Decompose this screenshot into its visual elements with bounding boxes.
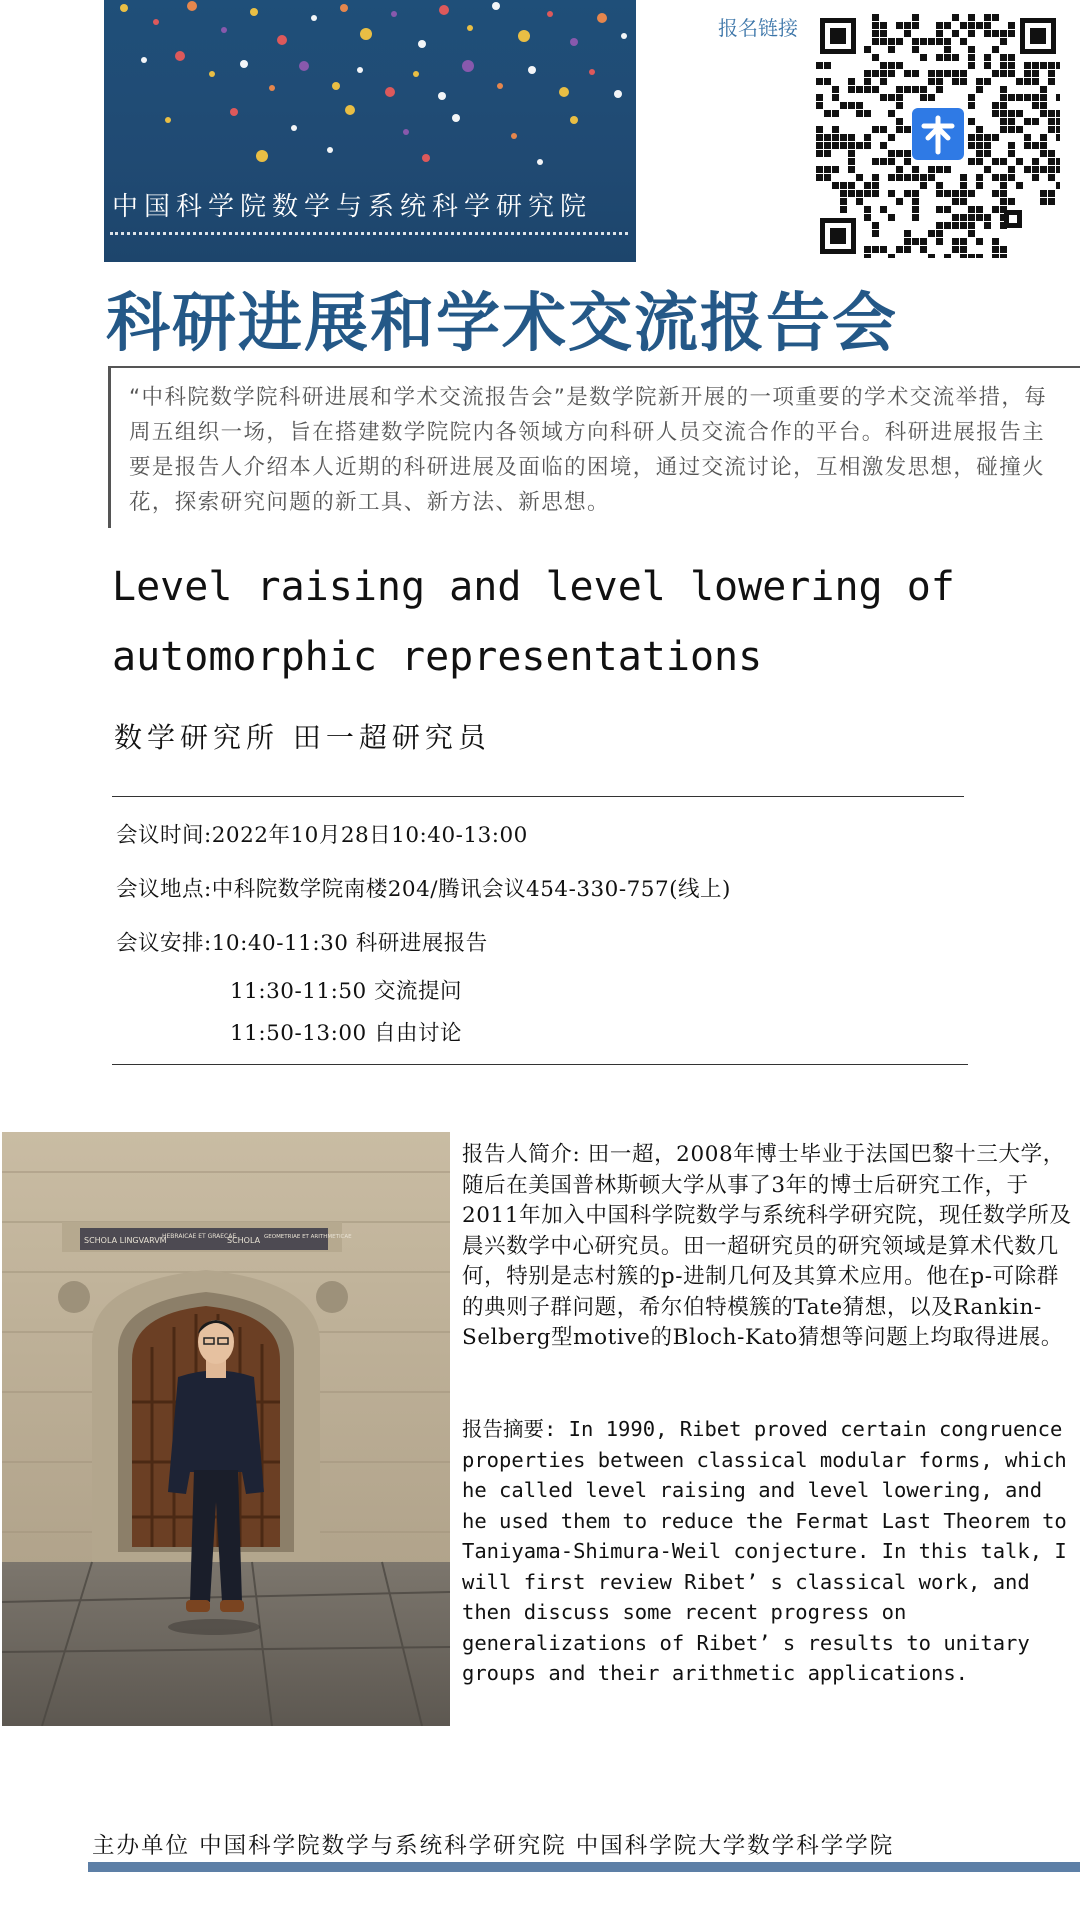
meeting-venue: 会议地点:中科院数学院南楼204/腾讯会议454-330-757(线上) <box>116 877 731 902</box>
divider-top <box>112 796 964 797</box>
talk-abstract: 报告摘要: In 1990, Ribet proved certain congruence properties between classical modular forms, which he called level raising and level lowering, and he used them to reduce the Fermat Last Theorem to Taniyama-Shimura-Weil conjecture. In this talk, I will first review Ribet’ s classical work, and then discuss some recent progress on generalizations of Ribet’ s results to unitary groups and their arithmetic applications. <box>462 1417 1067 1685</box>
register-link-label: 报名链接 <box>718 16 798 40</box>
meeting-agenda-2: 11:30-11:50 交流提问 <box>230 979 463 1004</box>
meeting-agenda-1: 会议安排:10:40-11:30 科研进展报告 <box>116 931 488 956</box>
talk-title: Level raising and level lowering of automorphic representations <box>112 564 955 680</box>
sign-text-3: SCHOLA <box>227 1236 261 1245</box>
banner-institute-name: 中国科学院数学与系统科学研究院 <box>112 192 593 222</box>
organizers: 主办单位 中国科学院数学与系统科学研究院 中国科学院大学数学科学学院 <box>92 1833 895 1859</box>
speaker-bio: 报告人简介: 田一超，2008年博士毕业于法国巴黎十三大学，随后在美国普林斯顿大学从事了3年的博士后研究工作，于2011年加入中国科学院数学与系统科学研究院，现任数学所及晨兴数学中心研究员。田一超研究员的研究领域是算术代数几何，特别是志村簇的p-进制几何及其算术应用。他在p-可除群的典则子群问题，希尔伯特模簇的Tate猜想，以及Rankin-Selberg型motive的Bloch-Kato猜想等问题上均取得进展。 <box>462 1142 1072 1350</box>
page-title: 科研进展和学术交流报告会 <box>106 287 898 361</box>
header-banner <box>104 0 636 262</box>
footer-bar <box>88 1862 1080 1872</box>
banner-dotted-divider <box>110 232 628 235</box>
divider-bottom <box>112 1064 968 1065</box>
intro-box <box>108 366 1080 528</box>
intro-text: “中科院数学院科研进展和学术交流报告会”是数学院新开展的一项重要的学术交流举措，每周五组织一场，旨在搭建数学院院内各领域方向科研人员交流合作的平台。科研进展报告主要是报告人介绍本人近期的科研进展及面临的困境，通过交流讨论，互相激发思想，碰撞火花，探索研究问题的新工具、新方法、新思想。 <box>129 385 1048 515</box>
sign-text-4: GEOMETRIAE ET ARITHMETICAE <box>264 1234 352 1240</box>
meeting-agenda-3: 11:50-13:00 自由讨论 <box>230 1021 463 1046</box>
sign-text-2: HEBRAICAE ET GRAECAE <box>162 1233 237 1240</box>
sign-text-1: SCHOLA LINGVARVM <box>84 1236 167 1245</box>
qr-code-icon[interactable] <box>816 14 1060 258</box>
meeting-time: 会议时间:2022年10月28日10:40-13:00 <box>116 823 528 848</box>
speaker-name: 数学研究所 田一超研究员 <box>114 721 491 754</box>
speaker-photo <box>2 1132 450 1726</box>
